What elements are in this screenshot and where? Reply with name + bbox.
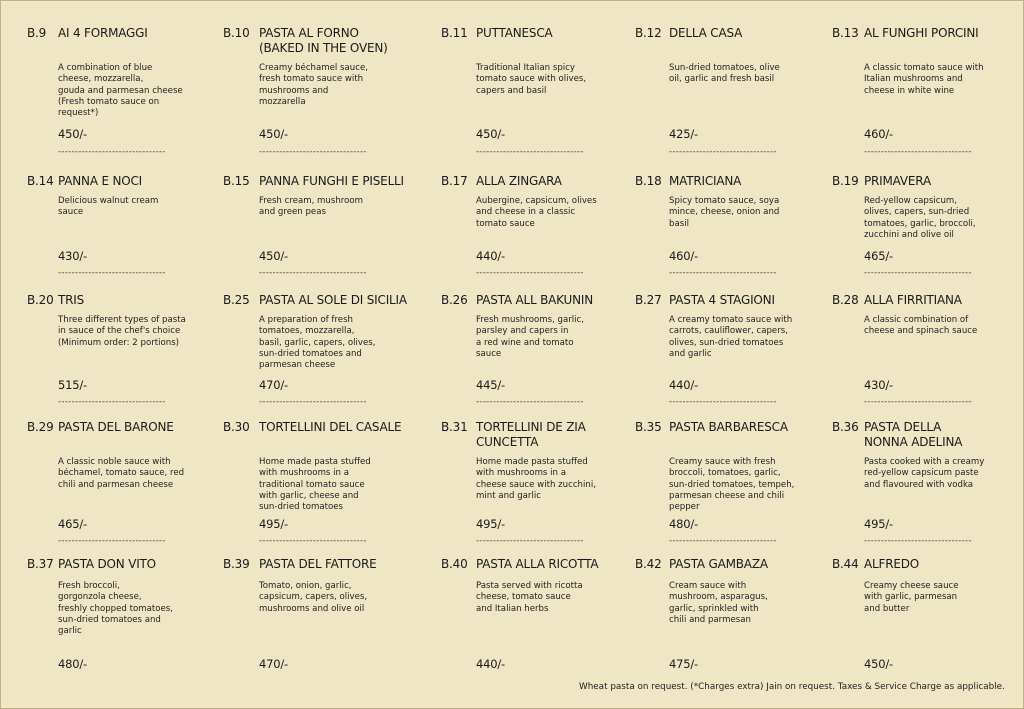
item-divider: -------------------------------- <box>864 397 972 407</box>
item-name: MATRICIANA <box>669 174 742 188</box>
item-name: PASTA 4 STAGIONI <box>669 293 775 307</box>
menu-item <box>441 293 626 413</box>
item-description: Tomato, onion, garlic, capsicum, capers, olives, mushrooms and olive oil <box>259 581 368 614</box>
item-name: PASTA AL FORNO (BAKED IN THE OVEN) <box>259 26 388 55</box>
item-description: Cream sauce with mushroom, asparagus, garlic, sprinkled with chili and parmesan <box>669 581 768 625</box>
item-price: 450/- <box>864 657 893 671</box>
item-description: Fresh mushrooms, garlic, parsley and capers in a red wine and tomato sauce <box>476 315 585 359</box>
item-divider: -------------------------------- <box>864 147 972 157</box>
item-description: Fresh cream, mushroom and green peas <box>259 196 364 218</box>
item-divider: -------------------------------- <box>476 268 584 278</box>
item-description: Pasta served with ricotta cheese, tomato sauce and Italian herbs <box>476 581 583 614</box>
item-code: B.25 <box>223 293 250 307</box>
item-code: B.9 <box>27 26 47 40</box>
item-name: DELLA CASA <box>669 26 743 40</box>
item-divider: -------------------------------- <box>259 536 367 546</box>
menu-item <box>27 557 212 677</box>
item-code: B.13 <box>832 26 859 40</box>
item-code: B.17 <box>441 174 468 188</box>
item-name: PRIMAVERA <box>864 174 931 188</box>
item-description: Fresh broccoli, gorgonzola cheese, freshly chopped tomatoes, sun-dried tomatoes and garlic <box>58 581 173 637</box>
item-name: TORTELLINI DE ZIA CUNCETTA <box>476 420 586 449</box>
menu-item <box>223 557 408 677</box>
item-name: ALLA ZINGARA <box>476 174 562 188</box>
item-divider: -------------------------------- <box>58 268 166 278</box>
item-code: B.35 <box>635 420 662 434</box>
item-price: 475/- <box>669 657 698 671</box>
menu-item <box>223 26 408 157</box>
menu-item <box>635 557 820 677</box>
item-price: 450/- <box>259 127 288 141</box>
item-name: PUTTANESCA <box>476 26 553 40</box>
item-divider: -------------------------------- <box>58 536 166 546</box>
item-price: 480/- <box>58 657 87 671</box>
item-price: 460/- <box>864 127 893 141</box>
menu-item <box>832 26 1017 157</box>
item-code: B.12 <box>635 26 662 40</box>
item-divider: -------------------------------- <box>259 397 367 407</box>
menu-item <box>441 26 626 157</box>
item-name: PASTA AL SOLE DI SICILIA <box>259 293 407 307</box>
item-code: B.39 <box>223 557 250 571</box>
item-code: B.11 <box>441 26 468 40</box>
menu-item <box>27 174 212 294</box>
item-code: B.42 <box>635 557 662 571</box>
item-code: B.30 <box>223 420 250 434</box>
item-price: 470/- <box>259 378 288 392</box>
item-code: B.37 <box>27 557 54 571</box>
item-price: 495/- <box>259 517 288 531</box>
item-name: TORTELLINI DEL CASALE <box>259 420 402 434</box>
item-price: 440/- <box>669 378 698 392</box>
item-code: B.10 <box>223 26 250 40</box>
item-description: Traditional Italian spicy tomato sauce with olives, capers and basil <box>476 63 587 96</box>
item-name: PASTA DEL BARONE <box>58 420 174 434</box>
menu-item <box>441 174 626 294</box>
item-code: B.19 <box>832 174 859 188</box>
item-price: 440/- <box>476 657 505 671</box>
item-price: 425/- <box>669 127 698 141</box>
item-code: B.40 <box>441 557 468 571</box>
item-price: 450/- <box>476 127 505 141</box>
item-price: 480/- <box>669 517 698 531</box>
item-price: 515/- <box>58 378 87 392</box>
item-divider: -------------------------------- <box>259 147 367 157</box>
menu-item <box>223 420 408 546</box>
item-name: PASTA ALL BAKUNIN <box>476 293 593 307</box>
item-name: PASTA DELLA NONNA ADELINA <box>864 420 963 449</box>
item-name: PASTA DON VITO <box>58 557 156 571</box>
item-price: 460/- <box>669 249 698 263</box>
item-name: AL FUNGHI PORCINI <box>864 26 979 40</box>
item-divider: -------------------------------- <box>58 397 166 407</box>
item-description: Pasta cooked with a creamy red-yellow capsicum paste and flavoured with vodka <box>864 457 985 490</box>
item-code: B.44 <box>832 557 859 571</box>
item-code: B.15 <box>223 174 250 188</box>
item-price: 450/- <box>259 249 288 263</box>
item-price: 470/- <box>259 657 288 671</box>
item-code: B.26 <box>441 293 468 307</box>
item-divider: -------------------------------- <box>259 268 367 278</box>
item-price: 430/- <box>864 378 893 392</box>
item-price: 495/- <box>864 517 893 531</box>
item-code: B.31 <box>441 420 468 434</box>
item-divider: -------------------------------- <box>669 536 777 546</box>
menu-item <box>441 557 626 677</box>
item-description: A preparation of fresh tomatoes, mozzarella, basil, garlic, capers, olives, sun-dried tomatoes and parmesan cheese <box>259 315 376 371</box>
footer-note: Wheat pasta on request. (*Charges extra) Jain on request. Taxes & Service Charge as applicable. <box>579 682 1005 692</box>
menu-item <box>27 26 212 157</box>
item-price: 450/- <box>58 127 87 141</box>
menu-item <box>832 174 1017 294</box>
item-price: 440/- <box>476 249 505 263</box>
item-name: PANNA E NOCI <box>58 174 142 188</box>
item-divider: -------------------------------- <box>864 536 972 546</box>
menu-item <box>635 26 820 157</box>
item-description: Creamy sauce with fresh broccoli, tomatoes, garlic, sun-dried tomatoes, tempeh, parmesan cheese and chili pepper <box>669 457 795 513</box>
item-price: 465/- <box>58 517 87 531</box>
item-code: B.36 <box>832 420 859 434</box>
item-description: Spicy tomato sauce, soya mince, cheese, onion and basil <box>669 196 780 229</box>
menu-item <box>635 420 820 546</box>
menu-item <box>27 293 212 413</box>
menu-item <box>832 293 1017 413</box>
menu-item <box>635 174 820 294</box>
menu-item <box>223 174 408 294</box>
item-divider: -------------------------------- <box>864 268 972 278</box>
menu-item <box>223 293 408 413</box>
item-name: AI 4 FORMAGGI <box>58 26 148 40</box>
item-code: B.14 <box>27 174 54 188</box>
item-divider: -------------------------------- <box>476 536 584 546</box>
item-price: 430/- <box>58 249 87 263</box>
item-description: A creamy tomato sauce with carrots, cauliflower, capers, olives, sun-dried tomatoes and garlic <box>669 315 793 359</box>
item-description: A classic noble sauce with béchamel, tomato sauce, red chili and parmesan cheese <box>58 457 185 490</box>
item-price: 465/- <box>864 249 893 263</box>
item-name: ALFREDO <box>864 557 920 571</box>
menu-item <box>441 420 626 546</box>
item-name: PASTA ALLA RICOTTA <box>476 557 599 571</box>
item-description: Creamy béchamel sauce, fresh tomato sauce with mushrooms and mozzarella <box>259 63 368 107</box>
item-code: B.20 <box>27 293 54 307</box>
item-code: B.27 <box>635 293 662 307</box>
menu-item <box>832 420 1017 546</box>
item-price: 445/- <box>476 378 505 392</box>
menu-item <box>27 420 212 546</box>
item-description: A classic combination of cheese and spinach sauce <box>864 315 978 337</box>
item-divider: -------------------------------- <box>669 397 777 407</box>
item-divider: -------------------------------- <box>476 147 584 157</box>
item-code: B.29 <box>27 420 54 434</box>
menu-item <box>832 557 1017 677</box>
item-divider: -------------------------------- <box>58 147 166 157</box>
item-price: 495/- <box>476 517 505 531</box>
item-name: PASTA DEL FATTORE <box>259 557 377 571</box>
item-divider: -------------------------------- <box>669 268 777 278</box>
item-name: TRIS <box>58 293 85 307</box>
item-description: Three different types of pasta in sauce of the chef's choice (Minimum order: 2 portions) <box>58 315 186 348</box>
item-code: B.28 <box>832 293 859 307</box>
menu-item <box>635 293 820 413</box>
item-description: Sun-dried tomatoes, olive oil, garlic and fresh basil <box>669 63 780 85</box>
item-description: Aubergine, capsicum, olives and cheese in a classic tomato sauce <box>476 196 597 229</box>
item-name: ALLA FIRRITIANA <box>864 293 962 307</box>
item-divider: -------------------------------- <box>669 147 777 157</box>
item-description: Delicious walnut cream sauce <box>58 196 159 218</box>
item-name: PASTA BARBARESCA <box>669 420 788 434</box>
item-divider: -------------------------------- <box>476 397 584 407</box>
item-description: Red-yellow capsicum, olives, capers, sun-dried tomatoes, garlic, broccoli, zucchini and olive oil <box>864 196 976 240</box>
item-description: A classic tomato sauce with Italian mushrooms and cheese in white wine <box>864 63 984 96</box>
item-description: Home made pasta stuffed with mushrooms in a traditional tomato sauce with garlic, cheese and sun-dried tomatoes <box>259 457 371 513</box>
item-description: Creamy cheese sauce with garlic, parmesan and butter <box>864 581 959 614</box>
item-description: A combination of blue cheese, mozzarella, gouda and parmesan cheese (Fresh tomato sauce on request*) <box>58 63 183 119</box>
item-name: PANNA FUNGHI E PISELLI <box>259 174 404 188</box>
item-code: B.18 <box>635 174 662 188</box>
item-description: Home made pasta stuffed with mushrooms in a cheese sauce with zucchini, mint and garlic <box>476 457 596 501</box>
item-name: PASTA GAMBAZA <box>669 557 768 571</box>
